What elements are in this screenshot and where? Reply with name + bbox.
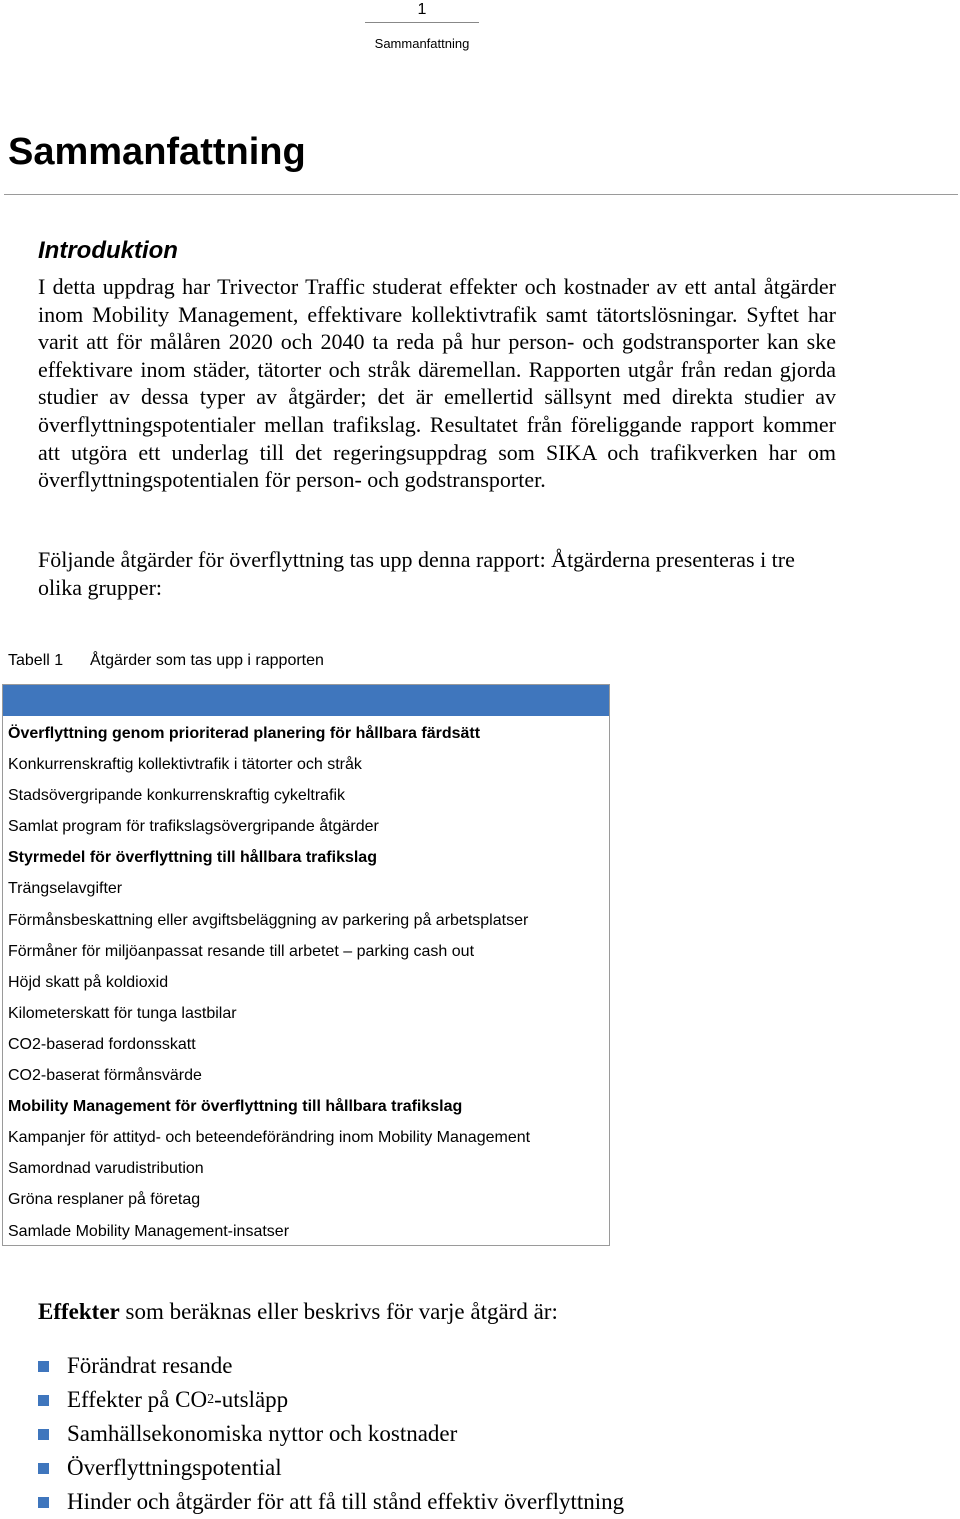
square-bullet-icon (38, 1497, 49, 1508)
header-rule (365, 22, 479, 23)
table-body (3, 716, 609, 1247)
table-row: Stadsövergripande konkurrenskraftig cykeltrafik (8, 787, 346, 805)
effects-intro-rest: som beräknas eller beskrivs för varje åtgärd är: (119, 1299, 558, 1324)
list-item: Hinder och åtgärder för att få till stånd effektiv överflyttning (38, 1485, 624, 1519)
effects-list (38, 1349, 624, 1519)
measures-intro-paragraph: Följande åtgärder för överflyttning tas upp denna rapport: Åtgärderna presenteras i tre olika grupper: (38, 547, 795, 600)
list-item: Samhällsekonomiska nyttor och kostnader (38, 1417, 624, 1451)
table-caption (8, 651, 324, 671)
page-title: Sammanfattning (8, 131, 306, 173)
table-row: Samordnad varudistribution (8, 1160, 204, 1178)
table-row: Samlade Mobility Management-insatser (8, 1222, 290, 1240)
table-row: Samlat program för trafikslagsövergripande åtgärder (8, 818, 379, 836)
section-heading-introduction: Introduktion (38, 237, 178, 264)
title-divider (4, 194, 958, 195)
square-bullet-icon (38, 1361, 49, 1372)
table-row: Gröna resplaner på företag (8, 1191, 201, 1209)
table-row: CO2-baserad fordonsskatt (8, 1035, 196, 1053)
square-bullet-icon (38, 1395, 49, 1406)
table-row: CO2-baserat förmånsvärde (8, 1067, 202, 1085)
list-item: Förändrat resande (38, 1349, 624, 1383)
table-group-heading: Styrmedel för överflyttning till hållbara trafikslag (8, 849, 377, 867)
table-row: Trängselavgifter (8, 880, 123, 898)
table-row: Höjd skatt på koldioxid (8, 973, 169, 991)
page-number: 1 (417, 1, 427, 18)
table-caption-label: Tabell 1 (8, 652, 64, 669)
table-group-heading: Mobility Management för överflyttning till hållbara trafikslag (8, 1098, 463, 1116)
table-row: Kilometerskatt för tunga lastbilar (8, 1004, 237, 1022)
effects-intro-bold: Effekter (38, 1299, 120, 1324)
measures-table (2, 684, 610, 1246)
square-bullet-icon (38, 1429, 49, 1440)
table-header-band (3, 685, 609, 716)
list-item: Effekter på CO 2 -utsläpp (38, 1383, 624, 1417)
list-item: Överflyttningspotential (38, 1451, 624, 1485)
effects-intro (38, 1297, 558, 1327)
table-row: Förmåner för miljöanpassat resande till arbetet – parking cash out (8, 942, 475, 960)
table-caption-text: Åtgärder som tas upp i rapporten (90, 652, 324, 669)
table-row: Förmånsbeskattning eller avgiftsbeläggning av parkering på arbetsplatser (8, 911, 529, 929)
table-group-heading: Överflyttning genom prioriterad planering för hållbara färdsätt (8, 725, 481, 742)
intro-paragraph: I detta uppdrag har Trivector Traffic studerat effekter och kostnader av ett antal åtgärder inom Mobility Management, effektivare kollektivtrafik samt tätortslösningar. Syftet har varit att för målåren 2020 och 2040 ta reda på hur person- och godstransporter kan ske effektivare inom städer, tätorter och stråk däremellan. Rapporten utgår från redan gjorda studier av dessa typer av åtgärder; det är emellertid sällsynt med direkta studier av överflyttningspotentialer mellan trafikslag. Resultatet från föreliggande rapport kommer att utgöra ett underlag till det regeringsuppdrag som SIKA och trafikverken har om överflyttningspotentialen för person- och godstransporter. (38, 274, 836, 493)
square-bullet-icon (38, 1463, 49, 1474)
table-row: Kampanjer för attityd- och beteendeförändring inom Mobility Management (8, 1129, 531, 1147)
running-header: Sammanfattning (374, 36, 470, 51)
table-row: Konkurrenskraftig kollektivtrafik i tätorter och stråk (8, 756, 362, 774)
